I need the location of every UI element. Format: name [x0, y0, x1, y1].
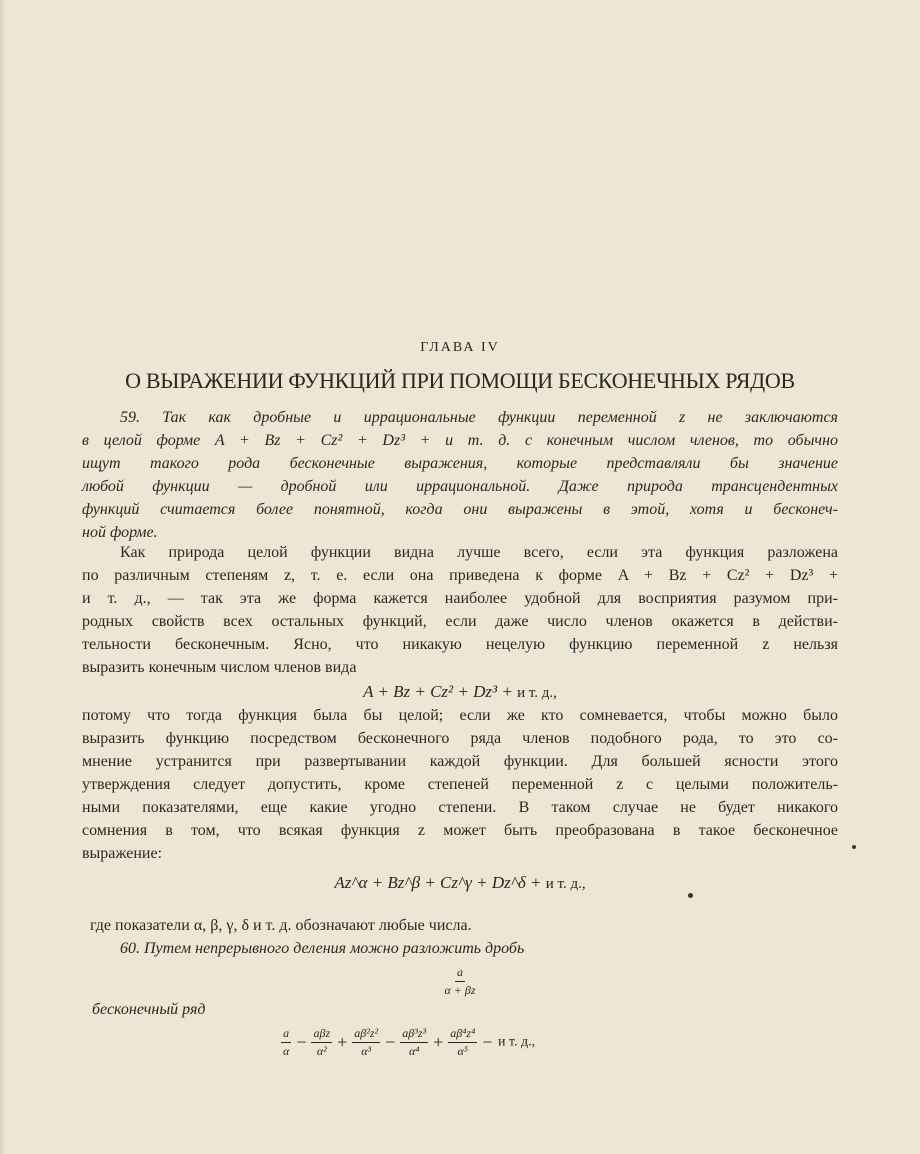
series-term: [352, 1026, 380, 1059]
text-line: утверждения следует допустить, кроме степеней переменной z с целыми положитель-: [82, 776, 838, 793]
term-numerator: a: [281, 1026, 291, 1043]
term-numerator: aβ²z²: [352, 1026, 380, 1043]
text-line: функций считается более понятной, когда они выражены в этой, хотя и бесконеч-: [82, 501, 838, 518]
term-numerator: aβ³z³: [400, 1026, 428, 1043]
text-line: в целой форме A + Bz + Cz² + Dz³ + и т. д. с конечным числом членов, то обычно: [82, 432, 838, 449]
term-denominator: α³: [361, 1044, 372, 1058]
formula-tail: и т. д.,: [517, 685, 557, 701]
text-line: мнение устранится при развертывании каждой функции. Для большей ясности этого: [82, 753, 838, 770]
text-line: и т. д., — так эта же форма кажется наиболее удобной для восприятия разумом при-: [82, 590, 838, 607]
chapter-label: ГЛАВА IV: [420, 340, 500, 355]
formula-tail: и т. д.,: [545, 876, 586, 892]
text-line: тельности бесконечным. Ясно, что никакую нецелую функцию переменной z нельзя: [82, 636, 838, 653]
text-line: выразить функцию посредством бесконечного ряда членов подобного рода, то это со-: [82, 730, 838, 747]
formula-expression: A + Bz + Cz² + Dz³ +: [363, 682, 513, 701]
series-operator: −: [482, 1032, 493, 1052]
fraction-denominator: α + βz: [444, 983, 476, 997]
term-numerator: aβz: [311, 1026, 332, 1043]
text-line: ищут такого рода бесконечные выражения, которые представляли бы значение: [82, 455, 838, 472]
text-line: сомнения в том, что всякая функция z может быть преобразована в такое бесконечное: [82, 822, 838, 839]
series-tail: и т. д.,: [494, 1034, 536, 1050]
text-line: родных свойств всех остальных функций, если даже число членов окажется в действи-: [82, 613, 838, 630]
text-line: ной форме.: [82, 524, 158, 541]
text-line: любой функции — дробной или иррациональной. Даже природа трансцендентных: [82, 478, 838, 495]
term-numerator: aβ⁴z⁴: [448, 1026, 477, 1043]
text-line: ными показателями, еще какие угодно степени. В таком случае не будет никакого: [82, 799, 838, 816]
fraction: [442, 965, 477, 998]
series-operator: −: [296, 1032, 307, 1052]
scan-speck: [688, 893, 693, 898]
formula-polynomial: [0, 682, 920, 702]
series-operator: −: [385, 1032, 396, 1052]
text-line: выражение:: [82, 845, 163, 862]
text-line: где показатели α, β, γ, δ и т. д. обозначают любые числа.: [90, 917, 472, 934]
paragraph-60: 60. Путем непрерывного деления можно разложить дробь: [120, 940, 525, 957]
series-operator: +: [433, 1032, 444, 1052]
series-label: бесконечный ряд: [92, 1001, 206, 1018]
term-denominator: α⁵: [457, 1044, 469, 1058]
series-term: [400, 1026, 428, 1059]
text-line: по различным степеням z, т. е. если она приведена к форме A + Bz + Cz² + Dz³ +: [82, 567, 838, 584]
term-denominator: α: [283, 1044, 290, 1058]
fraction-display: [0, 965, 920, 998]
fraction-numerator: a: [455, 965, 465, 982]
series-operator: +: [337, 1032, 348, 1052]
text-line: Как природа целой функции видна лучше всего, если эта функция разложена: [120, 544, 838, 561]
series-formula: [278, 1026, 535, 1059]
term-denominator: α²: [316, 1044, 327, 1058]
text-line: 59. Так как дробные и иррациональные функции переменной z не заключаются: [120, 409, 838, 426]
term-denominator: α⁴: [408, 1044, 420, 1058]
scan-speck: [852, 845, 856, 849]
formula-expression: Az^α + Bz^β + Cz^γ + Dz^δ +: [334, 873, 542, 892]
text-line: выразить конечным числом членов вида: [82, 659, 357, 676]
series-term: [311, 1026, 332, 1059]
formula-arbitrary-powers: [0, 873, 920, 893]
series-term: [281, 1026, 291, 1059]
series-term: [448, 1026, 477, 1059]
text-line: потому что тогда функция была бы целой; если же кто сомневается, чтобы можно было: [82, 707, 838, 724]
chapter-title: О ВЫРАЖЕНИИ ФУНКЦИЙ ПРИ ПОМОЩИ БЕСКОНЕЧНЫХ РЯДОВ: [125, 368, 795, 393]
